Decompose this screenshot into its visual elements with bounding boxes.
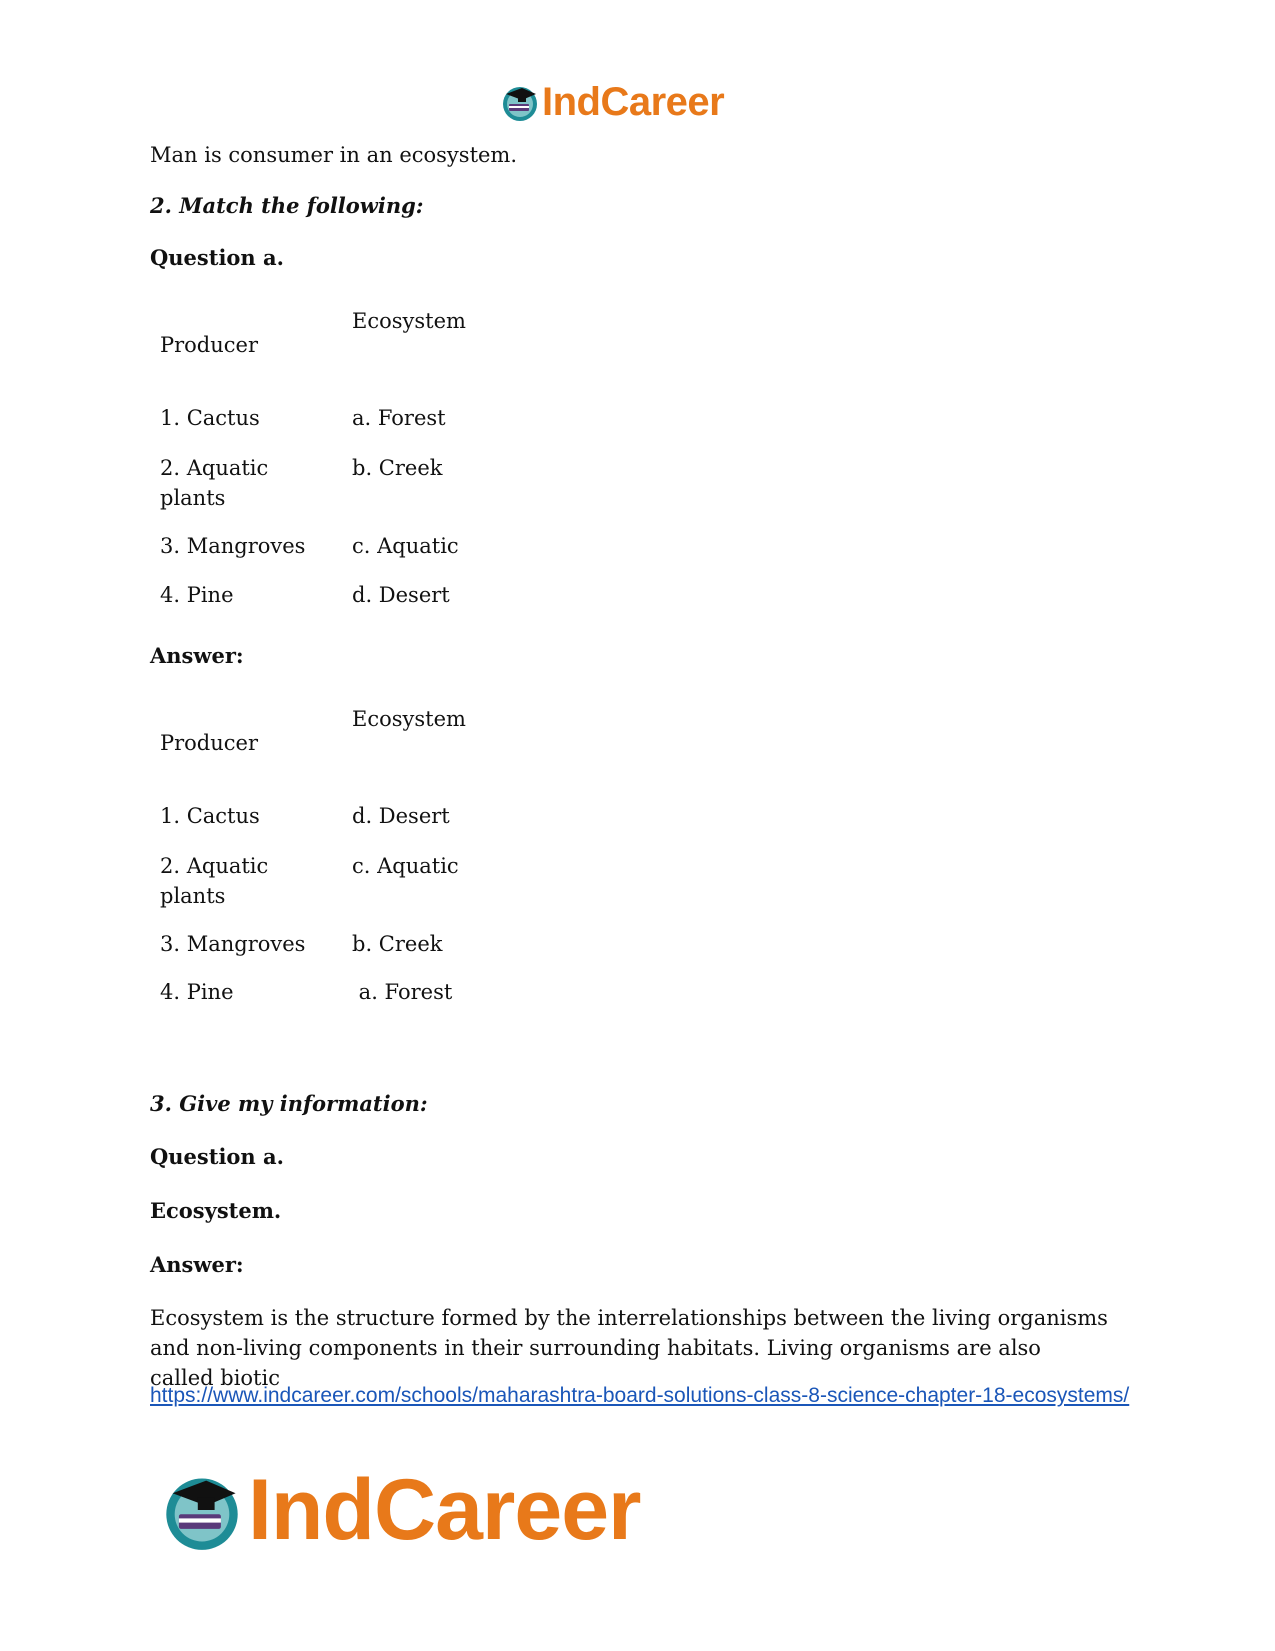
table-cell: 3. Mangroves <box>160 534 306 558</box>
table-cell: 1. Cactus <box>160 406 260 430</box>
header-logo <box>500 78 724 126</box>
section3-answer-text: Ecosystem is the structure formed by the interrelationships between the living organisms and non-living components in their surrounding habitats. Living organisms are also called biotic <box>150 1306 1108 1390</box>
table-cell: a. Forest <box>352 980 453 1004</box>
table-cell: b. Creek <box>352 456 443 480</box>
source-link[interactable]: https://www.indcareer.com/schools/maharashtra-board-solutions-class-8-science-chapter-18-ecosystems/ <box>150 1384 1130 1407</box>
footer-logo <box>160 1460 641 1560</box>
graduation-cap-globe-icon <box>160 1468 244 1552</box>
table-cell: c. Aquatic <box>352 854 459 878</box>
section3-answer-label: Answer: <box>150 1252 244 1277</box>
section3-heading: 3. Give my information: <box>150 1091 428 1116</box>
table-cell: 1. Cactus <box>160 804 260 828</box>
table-cell: d. Desert <box>352 583 450 607</box>
table-cell: 4. Pine <box>160 980 234 1004</box>
section2-answer-label: Answer: <box>150 643 244 668</box>
table-header-producer: Producer <box>160 333 259 357</box>
table-header-ecosystem: Ecosystem <box>352 309 466 333</box>
section3-question-text: Ecosystem. <box>150 1198 282 1223</box>
brand-name: IndCareer <box>542 79 725 124</box>
section2-heading: 2. Match the following: <box>150 193 424 218</box>
intro-text: Man is consumer in an ecosystem. <box>150 143 518 167</box>
table-cell: d. Desert <box>352 804 450 828</box>
section2-question-label: Question a. <box>150 245 284 270</box>
table-header-producer: Producer <box>160 731 259 755</box>
graduation-cap-globe-icon <box>500 82 540 122</box>
table-cell: b. Creek <box>352 932 443 956</box>
table-cell: 2. Aquatic plants <box>160 456 269 510</box>
section3-question-label: Question a. <box>150 1144 284 1169</box>
table-cell: a. Forest <box>352 406 446 430</box>
table-cell: c. Aquatic <box>352 534 459 558</box>
table-header-ecosystem: Ecosystem <box>352 707 466 731</box>
table-cell: 3. Mangroves <box>160 932 306 956</box>
brand-name: IndCareer <box>248 1461 641 1558</box>
table-cell: 4. Pine <box>160 583 234 607</box>
table-cell: 2. Aquatic plants <box>160 854 269 908</box>
